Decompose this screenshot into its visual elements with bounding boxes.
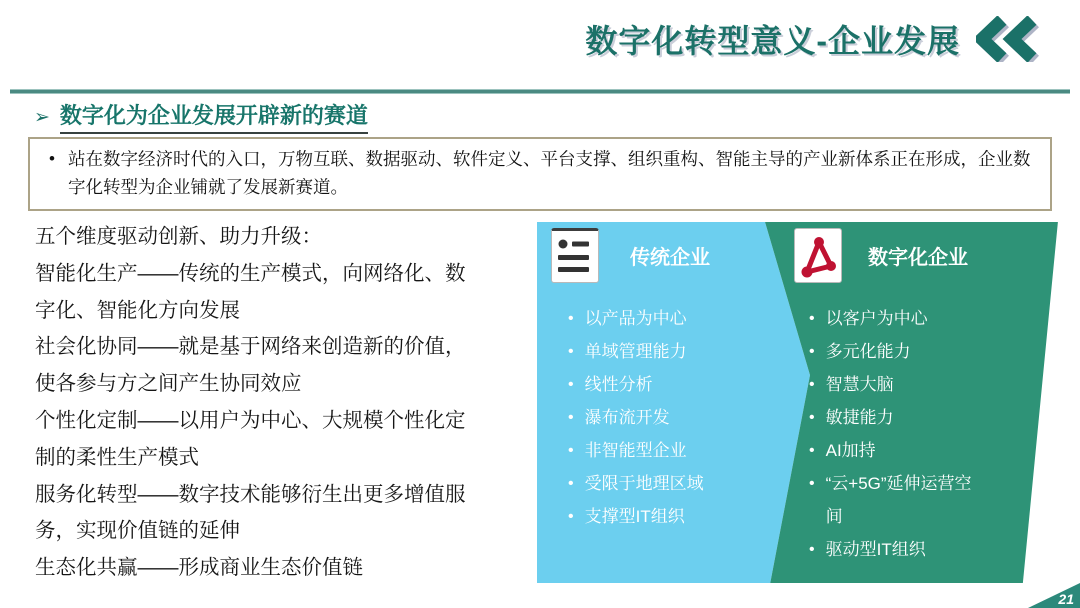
list-item: • 线性分析 — [568, 368, 704, 401]
list-item: • AI加持 — [809, 434, 984, 467]
bullet-icon: • — [49, 149, 55, 168]
bullet-icon: • — [568, 508, 574, 525]
bullet-icon: • — [809, 310, 815, 327]
list-item: • 多元化能力 — [809, 335, 984, 368]
triangle-a-icon — [794, 228, 842, 283]
bullet-icon: • — [809, 343, 815, 360]
digital-panel-title: 数字化企业 — [868, 247, 968, 269]
intro-text: 站在数字经济时代的入口，万物互联、数据驱动、软件定义、平台支撑、组织重构、智能主导的产业新体系正在形成，企业数字化转型为企业铺就了发展新赛道。 — [68, 149, 1031, 197]
titlebar — [585, 12, 1046, 66]
left-text-column — [35, 219, 537, 587]
section-heading-row — [34, 99, 368, 134]
list-item: • “云+5G”延伸运营空间 — [809, 467, 984, 533]
text-line: 社会化协同——就是基于网络来创造新的价值， — [35, 335, 466, 359]
list-item: • 以产品为中心 — [568, 302, 704, 335]
page-title: 数字化转型意义-企业发展 — [585, 23, 960, 59]
section-heading: 数字化为企业发展开辟新的赛道 — [60, 99, 368, 134]
intro-box — [28, 137, 1052, 211]
list-item: • 非智能型企业 — [568, 434, 704, 467]
page-number: 21 — [1058, 591, 1074, 607]
list-item: • 支撑型IT组织 — [568, 500, 704, 533]
bullet-icon: • — [809, 409, 815, 426]
arrow-bullet-icon: ➢ — [34, 107, 50, 128]
bullet-icon: • — [568, 376, 574, 393]
comparison-graphic — [537, 222, 1060, 583]
bullet-icon: • — [568, 409, 574, 426]
list-item: • 以客户为中心 — [809, 302, 984, 335]
traditional-panel-title: 传统企业 — [630, 247, 710, 269]
bullet-icon: • — [809, 376, 815, 393]
bullet-icon: • — [809, 541, 815, 558]
list-item: • 瀑布流开发 — [568, 401, 704, 434]
list-item: • 智慧大脑 — [809, 368, 984, 401]
bullet-icon: • — [568, 310, 574, 327]
traditional-items-list — [568, 302, 704, 533]
text-line: 使各参与方之间产生协同效应 — [35, 372, 302, 396]
text-line: 个性化定制——以用户为中心、大规模个性化定 — [35, 408, 466, 432]
text-line: 制的柔性生产模式 — [35, 445, 199, 469]
bullet-icon: • — [568, 475, 574, 492]
text-line: 服务化转型——数字技术能够衍生出更多增值服 — [35, 482, 466, 506]
digital-items-list — [809, 302, 984, 566]
text-line: 务，实现价值链的延伸 — [35, 519, 240, 543]
bullet-icon: • — [809, 442, 815, 459]
text-line: 五个维度驱动创新、助力升级： — [35, 225, 322, 248]
divider-line — [10, 89, 1070, 94]
list-item: • 单域管理能力 — [568, 335, 704, 368]
document-list-icon — [551, 228, 599, 283]
bullet-icon: • — [809, 475, 815, 492]
bullet-icon: • — [568, 343, 574, 360]
list-item: • 驱动型IT组织 — [809, 533, 984, 566]
double-left-chevron-icon — [976, 16, 1046, 62]
list-item: • 敏捷能力 — [809, 401, 984, 434]
list-item: • 受限于地理区域 — [568, 467, 704, 500]
text-line: 字化、智能化方向发展 — [35, 298, 240, 322]
bullet-icon: • — [568, 442, 574, 459]
text-line: 生态化共赢——形成商业生态价值链 — [35, 556, 363, 580]
text-line: 智能化生产——传统的生产模式，向网络化、数 — [35, 261, 466, 285]
